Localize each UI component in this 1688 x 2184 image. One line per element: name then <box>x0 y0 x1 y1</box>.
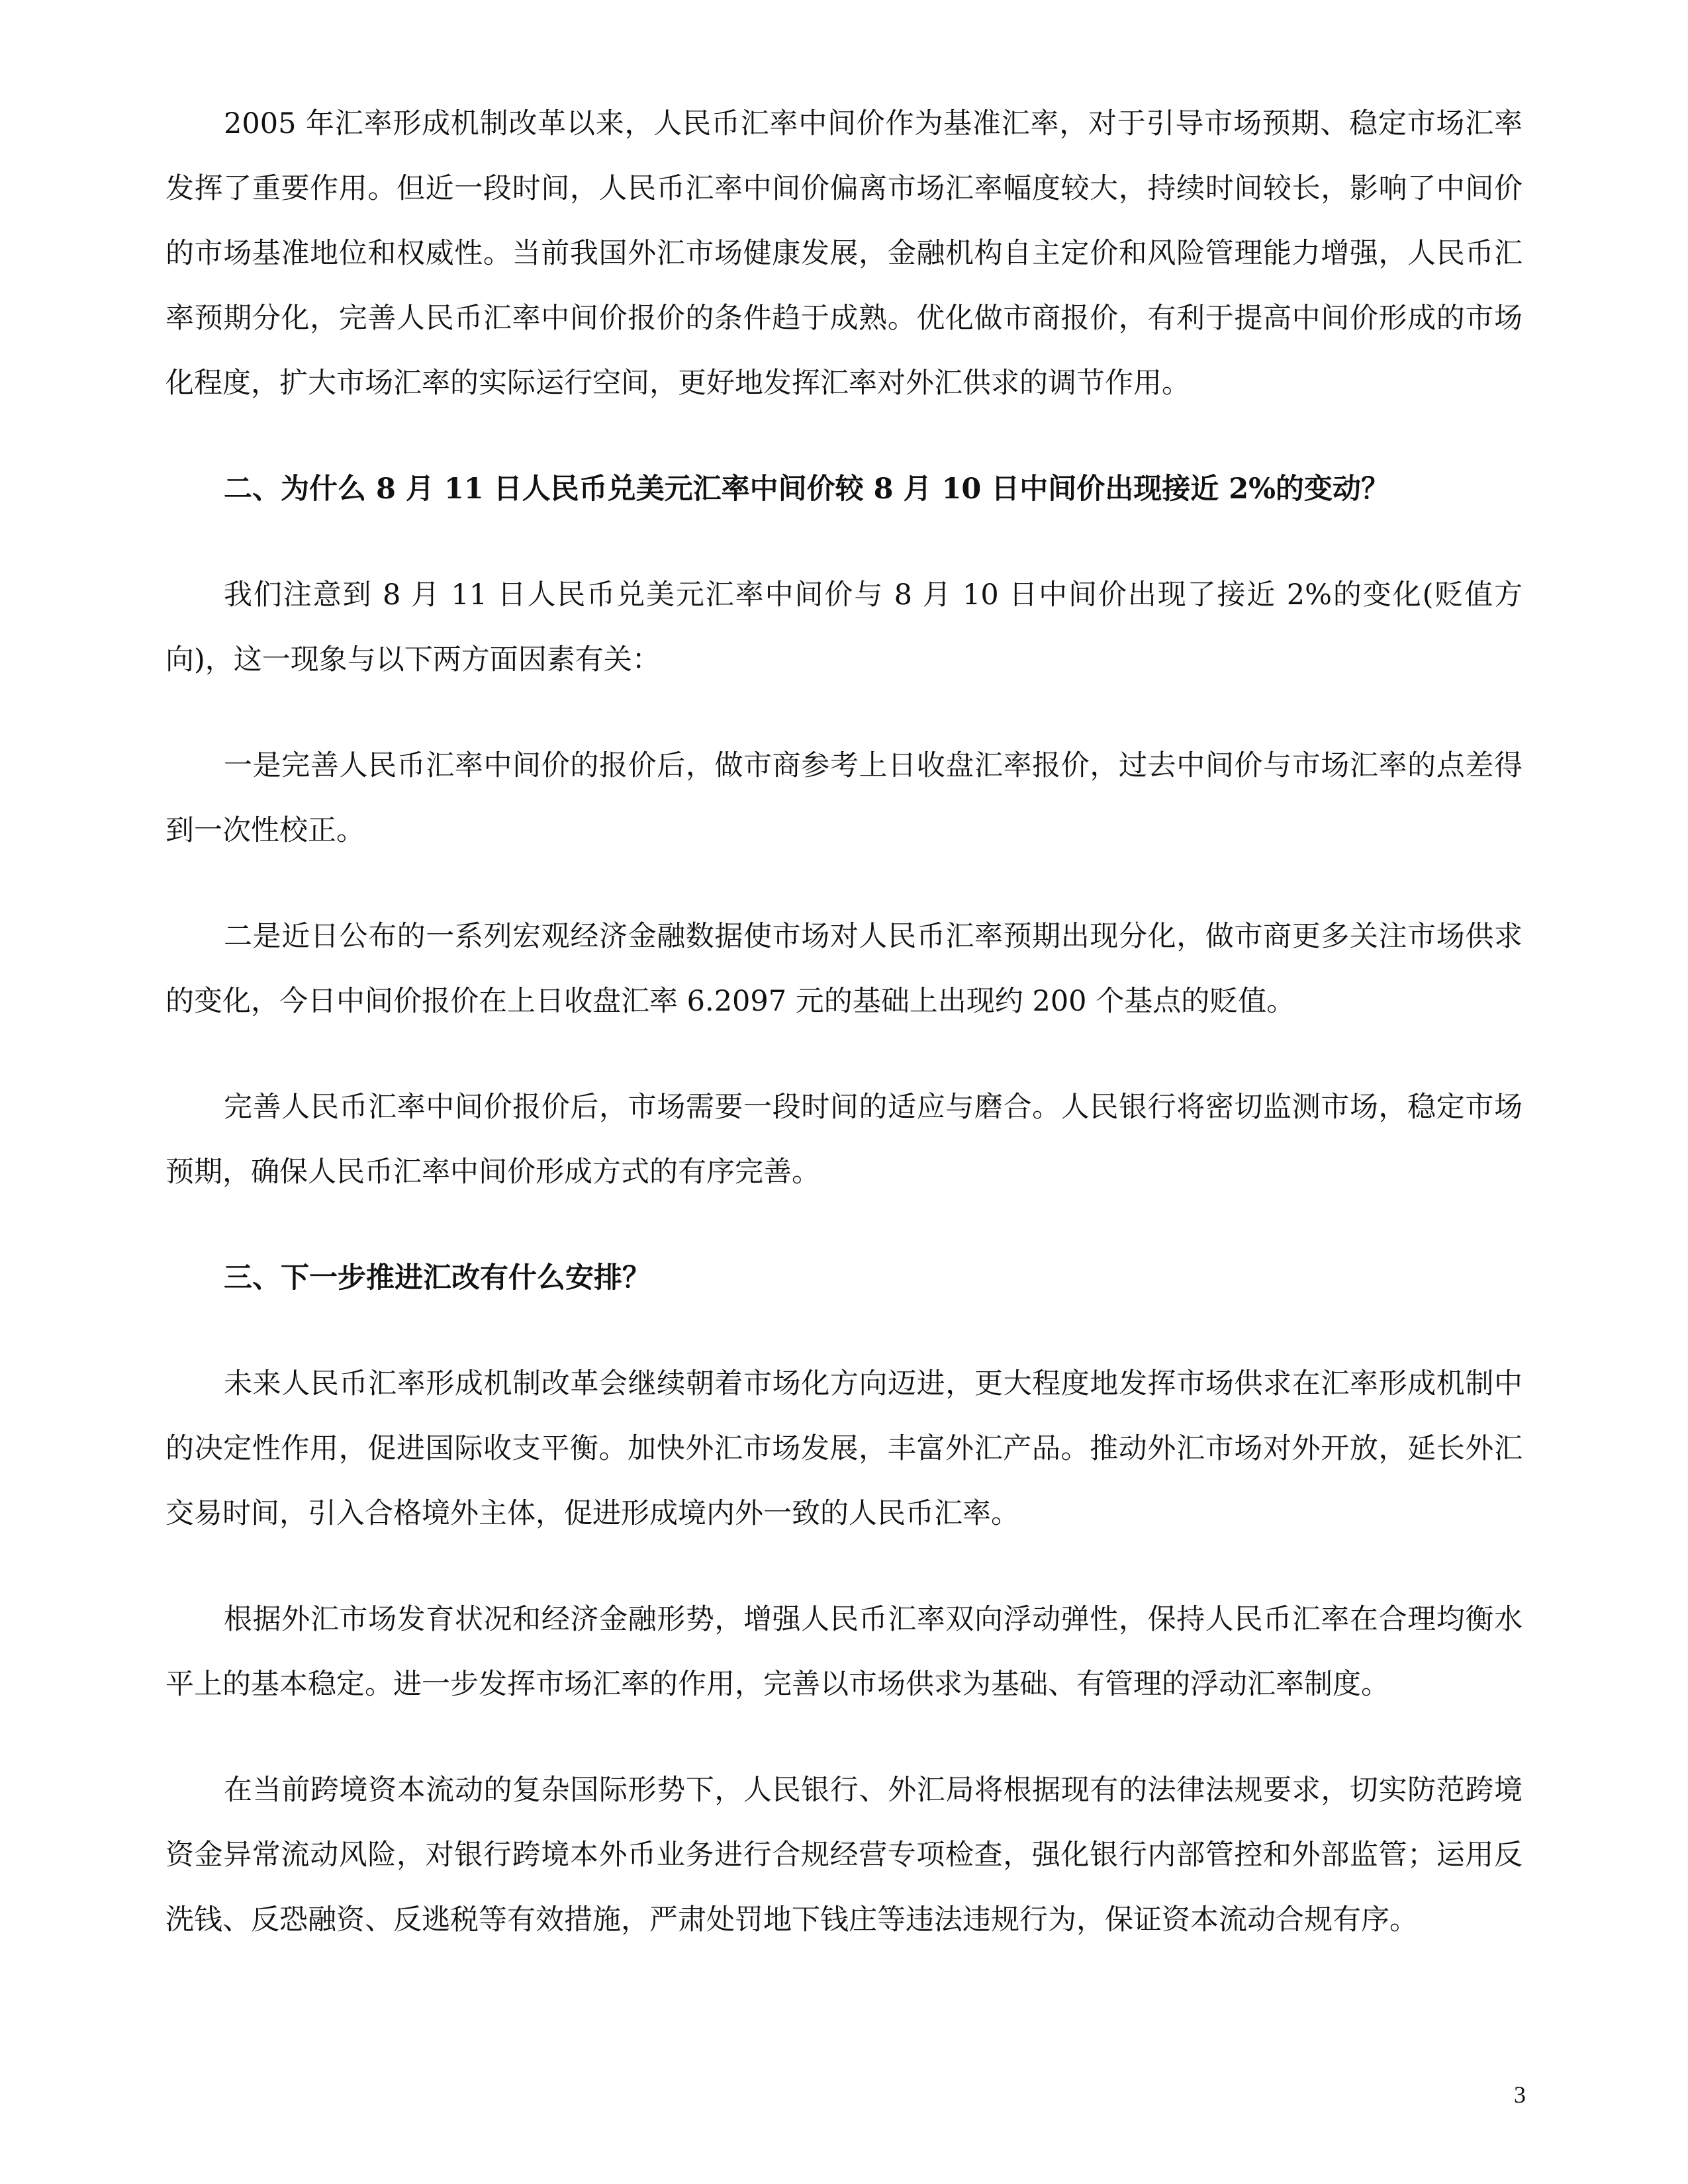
document-body <box>165 91 1523 1993</box>
paragraph-factor-one: 一是完善人民币汇率中间价的报价后，做市商参考上日收盘汇率报价，过去中间价与市场汇率的点差得到一次性校正。 <box>165 749 1523 847</box>
section-heading-2: 二、为什么 8 月 11 日人民币兑美元汇率中间价较 8 月 10 日中间价出现接近 2%的变动？ <box>224 473 1390 506</box>
section-heading-3: 三、下一步推进汇改有什么安排？ <box>224 1261 651 1295</box>
paragraph-future-reform: 未来人民币汇率形成机制改革会继续朝着市场化方向迈进，更大程度地发挥市场供求在汇率形成机制中的决定性作用，促进国际收支平衡。加快外汇市场发展，丰富外汇产品。推动外汇市场对外开放，延长外汇交易时间，引入合格境外主体，促进形成境内外一致的人民币汇率。 <box>165 1367 1523 1530</box>
page-number: 3 <box>1514 2081 1526 2108</box>
paragraph-adaptation: 完善人民币汇率中间价报价后，市场需要一段时间的适应与磨合。人民银行将密切监测市场，稳定市场预期，确保人民币汇率中间价形成方式的有序完善。 <box>165 1091 1523 1189</box>
paragraph-aug11-change: 我们注意到 8 月 11 日人民币兑美元汇率中间价与 8 月 10 日中间价出现了接近 2%的变化(贬值方向)，这一现象与以下两方面因素有关： <box>165 578 1523 676</box>
paragraph-factor-two: 二是近日公布的一系列宏观经济金融数据使市场对人民币汇率预期出现分化，做市商更多关注市场供求的变化，今日中间价报价在上日收盘汇率 6.2097 元的基础上出现约 200 个基点的贬值。 <box>165 920 1523 1018</box>
paragraph-exchange-flexibility: 根据外汇市场发育状况和经济金融形势，增强人民币汇率双向浮动弹性，保持人民币汇率在合理均衡水平上的基本稳定。进一步发挥市场汇率的作用，完善以市场供求为基础、有管理的浮动汇率制度。 <box>165 1603 1523 1701</box>
paragraph-reform-background: 2005 年汇率形成机制改革以来，人民币汇率中间价作为基准汇率，对于引导市场预期、稳定市场汇率发挥了重要作用。但近一段时间，人民币汇率中间价偏离市场汇率幅度较大，持续时间较长，影响了中间价的市场基准地位和权威性。当前我国外汇市场健康发展，金融机构自主定价和风险管理能力增强，人民币汇率预期分化，完善人民币汇率中间价报价的条件趋于成熟。优化做市商报价，有利于提高中间价形成的市场化程度，扩大市场汇率的实际运行空间，更好地发挥汇率对外汇供求的调节作用。 <box>165 107 1523 400</box>
paragraph-capital-flow-risk: 在当前跨境资本流动的复杂国际形势下，人民银行、外汇局将根据现有的法律法规要求，切实防范跨境资金异常流动风险，对银行跨境本外币业务进行合规经营专项检查，强化银行内部管控和外部监管；运用反洗钱、反恐融资、反逃税等有效措施，严肃处罚地下钱庄等违法违规行为，保证资本流动合规有序。 <box>165 1774 1523 1936</box>
